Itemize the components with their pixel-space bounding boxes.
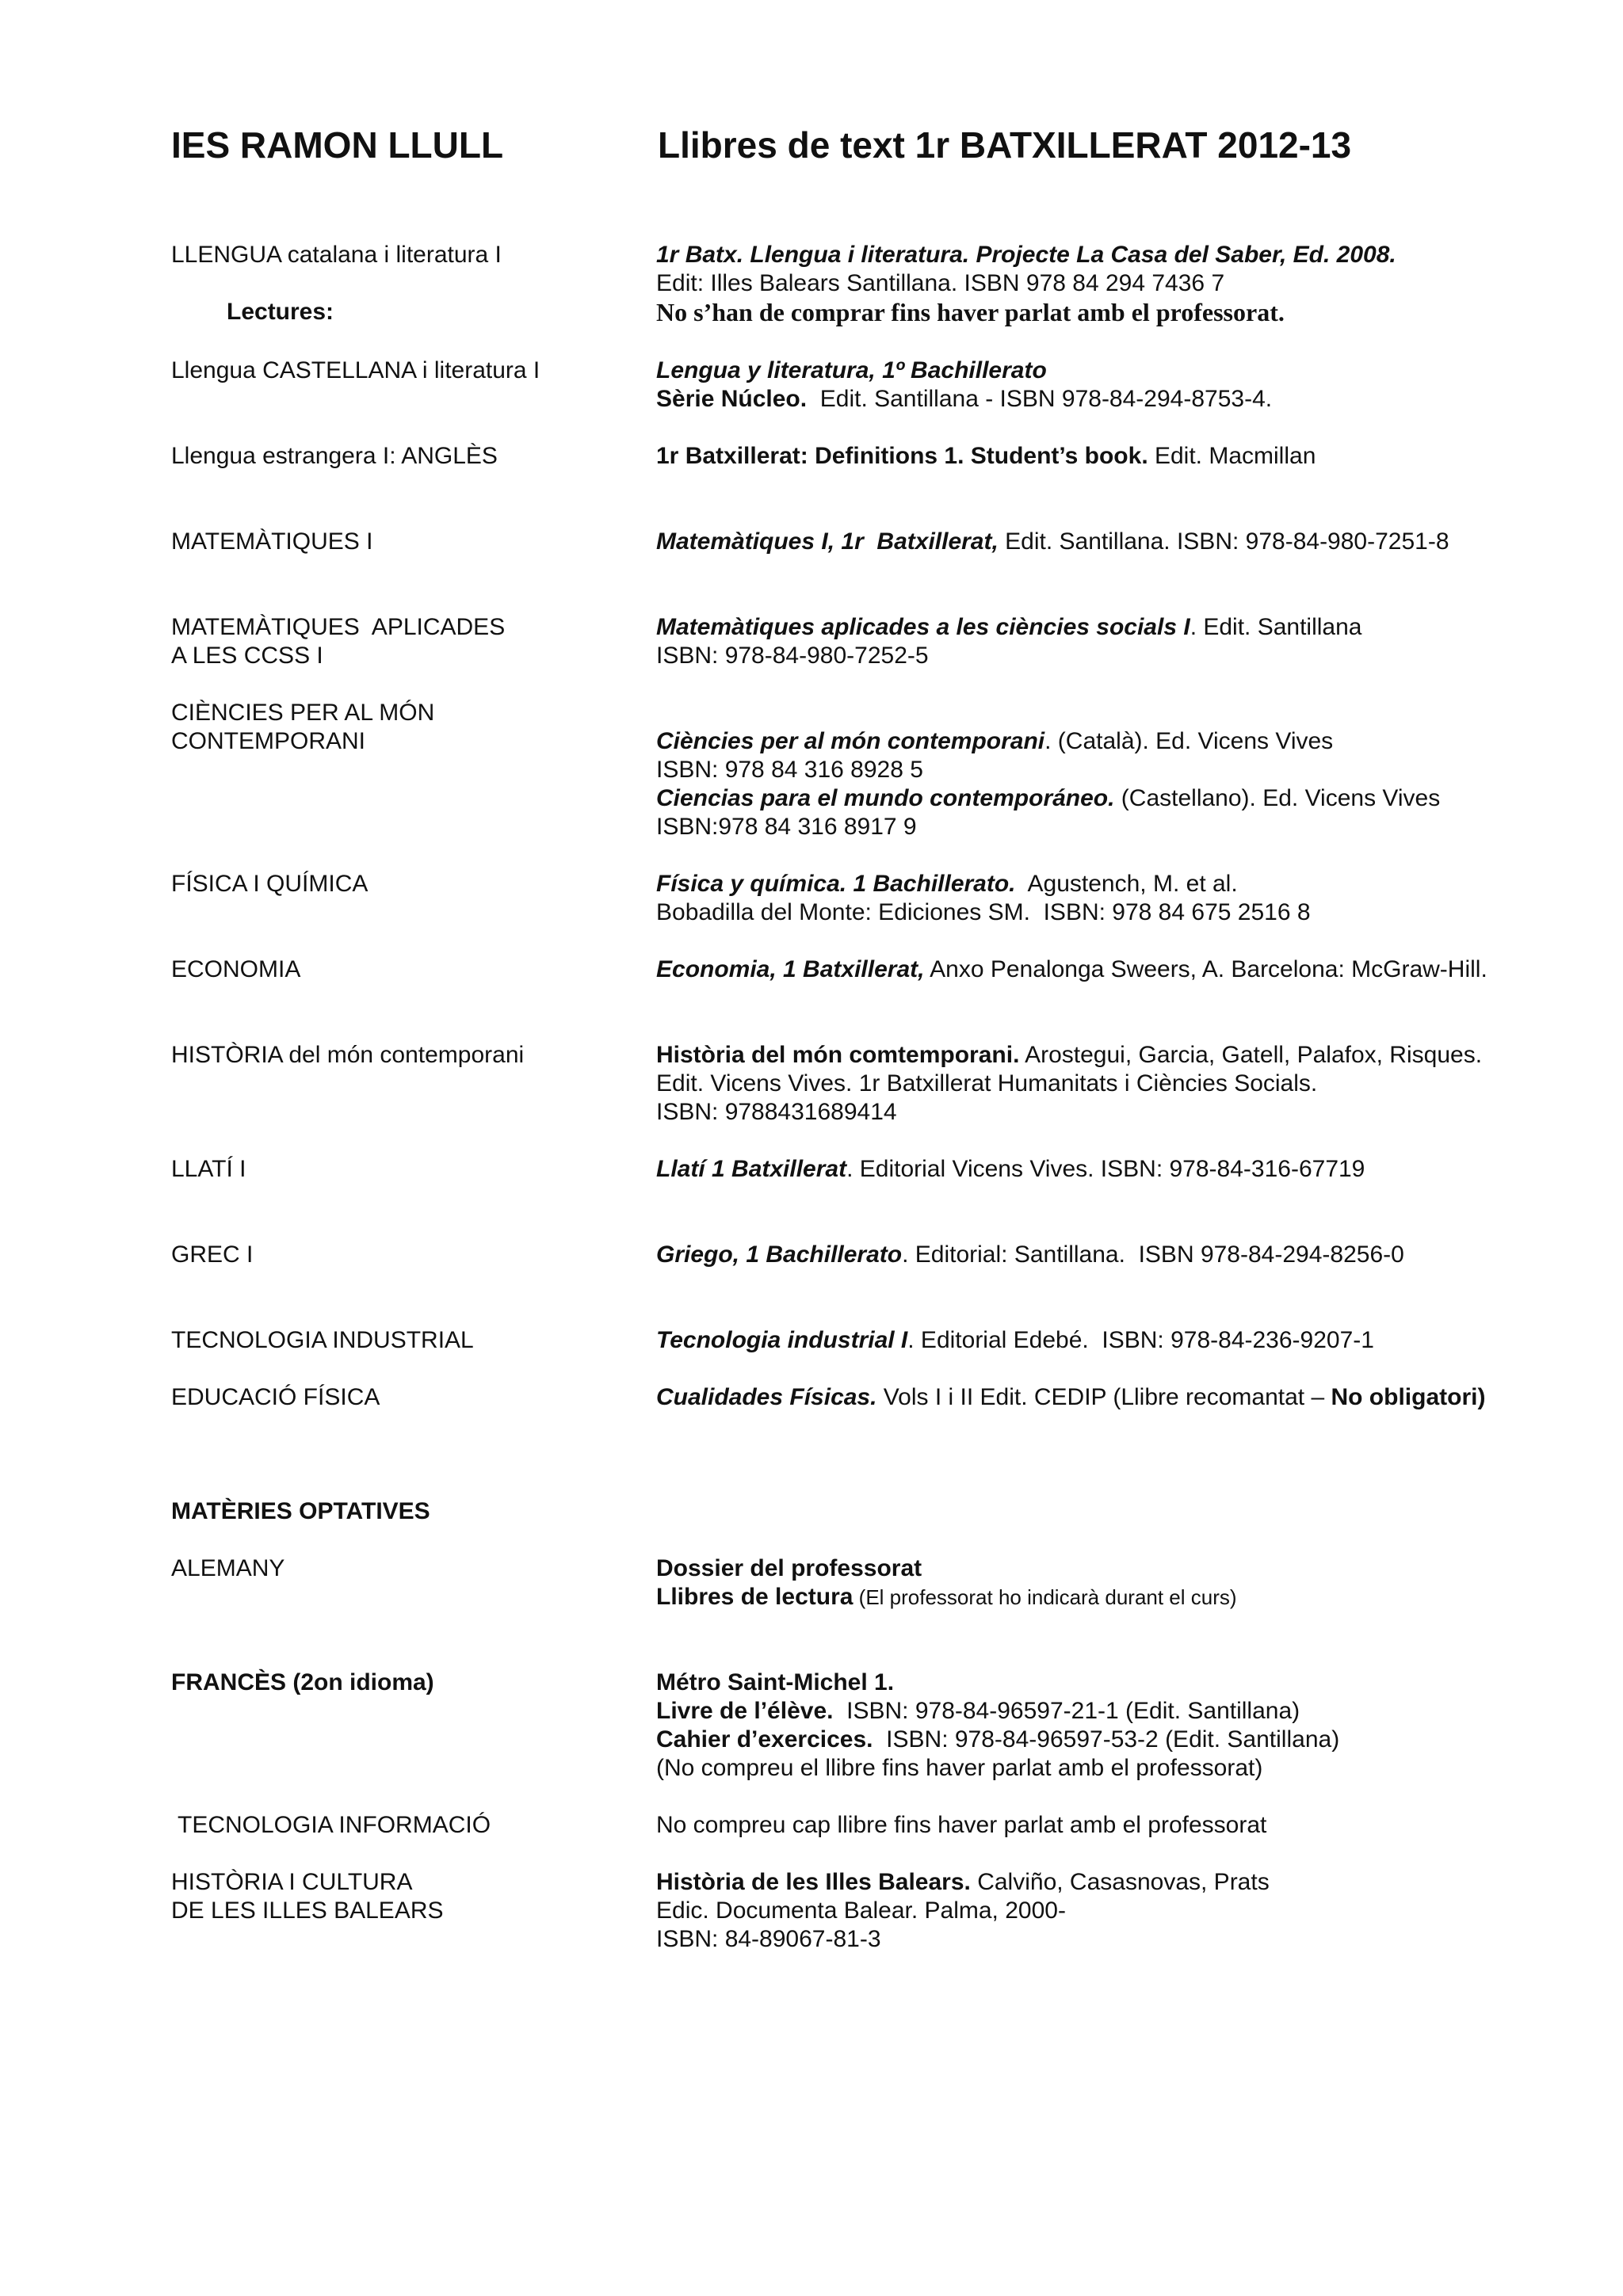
book-fisica: Física y química. 1 Bachillerato. Agustench, M. et al. Bobadilla del Monte: Ediciones SM. ISBN: 978 84 675 2516 8 [656, 871, 1311, 925]
subject-llati: LLATÍ I [171, 1156, 246, 1182]
subject-balears: HISTÒRIA I CULTURA DE LES ILLES BALEARS [171, 1869, 444, 1924]
book-alemany: Dossier del professorat Llibres de lectura (El professorat ho indicarà durant el curs) [656, 1555, 1237, 1610]
subject-ciencies: CIÈNCIES PER AL MÓN CONTEMPORANI [171, 700, 435, 754]
book-grec: Griego, 1 Bachillerato. Editorial: Santillana. ISBN 978-84-294-8256-0 [656, 1241, 1404, 1268]
subject-castellana: Llengua CASTELLANA i literatura I [171, 357, 540, 383]
book-economia: Economia, 1 Batxillerat, Anxo Penalonga Sweers, A. Barcelona: McGraw-Hill. [656, 956, 1487, 982]
optatives-heading: MATÈRIES OPTATIVES [171, 1498, 430, 1524]
book-catalana: 1r Batx. Llengua i literatura. Projecte La Casa del Saber, Ed. 2008. Edit: Illes Balears Santillana. ISBN 978 84 294 7436 7 No s’han de comprar fins haver parlat amb el professorat. [656, 242, 1396, 326]
book-mates-ccss: Matemàtiques aplicades a les ciències socials I. Edit. Santillana ISBN: 978-84-980-7252-5 [656, 614, 1362, 669]
book-historia: Història del món comtemporani. Arostegui, Garcia, Gatell, Palafox, Risques. Edit. Vicens Vives. 1r Batxillerat Humanitats i Ciències Socials. ISBN: 9788431689414 [656, 1042, 1483, 1125]
book-edfisica: Cualidades Físicas. Vols I i II Edit. CEDIP (Llibre recomantat – No obligatori) [656, 1384, 1486, 1410]
subject-catalana: LLENGUA catalana i literatura I Lectures: [171, 242, 502, 325]
subject-mates-ccss: MATEMÀTIQUES APLICADES A LES CCSS I [171, 614, 506, 669]
subject-historia: HISTÒRIA del món contemporani [171, 1042, 525, 1068]
book-tecnologia: Tecnologia industrial I. Editorial Edebé. ISBN: 978-84-236-9207-1 [656, 1327, 1374, 1353]
book-tec-info: No compreu cap llibre fins haver parlat amb el professorat [656, 1812, 1267, 1838]
subject-fisica: FÍSICA I QUÍMICA [171, 871, 369, 897]
book-llati: Llatí 1 Batxillerat. Editorial Vicens Vives. ISBN: 978-84-316-67719 [656, 1156, 1365, 1182]
book-castellana: Lengua y literatura, 1º Bachillerato Sèrie Núcleo. Edit. Santillana - ISBN 978-84-294-8753-4. [656, 357, 1273, 412]
book-mates: Matemàtiques I, 1r Batxillerat, Edit. Santillana. ISBN: 978-84-980-7251-8 [656, 528, 1449, 555]
subject-economia: ECONOMIA [171, 956, 301, 982]
subject-angles: Llengua estrangera I: ANGLÈS [171, 443, 498, 469]
school-name: IES RAMON LLULL [171, 124, 504, 166]
book-angles: 1r Batxillerat: Definitions 1. Student’s book. Edit. Macmillan [656, 443, 1316, 469]
subject-mates: MATEMÀTIQUES I [171, 528, 373, 555]
lectures-note: No s’han de comprar fins haver parlat amb el professorat. [656, 298, 1285, 326]
lectures-label: Lectures: [227, 299, 334, 325]
book-ciencies: Ciències per al món contemporani. (Català). Ed. Vicens Vives ISBN: 978 84 316 8928 5 Ciencias para el mundo contemporáneo. (Castellano). Ed. Vicens Vives ISBN:978 84 316 8917 9 [656, 728, 1441, 840]
subject-alemany: ALEMANY [171, 1555, 285, 1581]
subject-tec-info: TECNOLOGIA INFORMACIÓ [178, 1812, 491, 1838]
book-balears: Història de les Illes Balears. Calviño, Casasnovas, Prats Edic. Documenta Balear. Palma, 2000- ISBN: 84-89067-81-3 [656, 1869, 1270, 1952]
subject-grec: GREC I [171, 1241, 254, 1268]
document-title: Llibres de text 1r BATXILLERAT 2012-13 [658, 124, 1352, 166]
subject-tecnologia: TECNOLOGIA INDUSTRIAL [171, 1327, 474, 1353]
subject-frances: FRANCÈS (2on idioma) [171, 1669, 434, 1695]
subject-edfisica: EDUCACIÓ FÍSICA [171, 1384, 380, 1410]
book-frances: Métro Saint-Michel 1. Livre de l’élève. ISBN: 978-84-96597-21-1 (Edit. Santillana) Cahier d’exercices. ISBN: 978-84-96597-53-2 (Edit. Santillana) (No compreu el llibre fins haver parlat amb el professorat) [656, 1669, 1340, 1781]
